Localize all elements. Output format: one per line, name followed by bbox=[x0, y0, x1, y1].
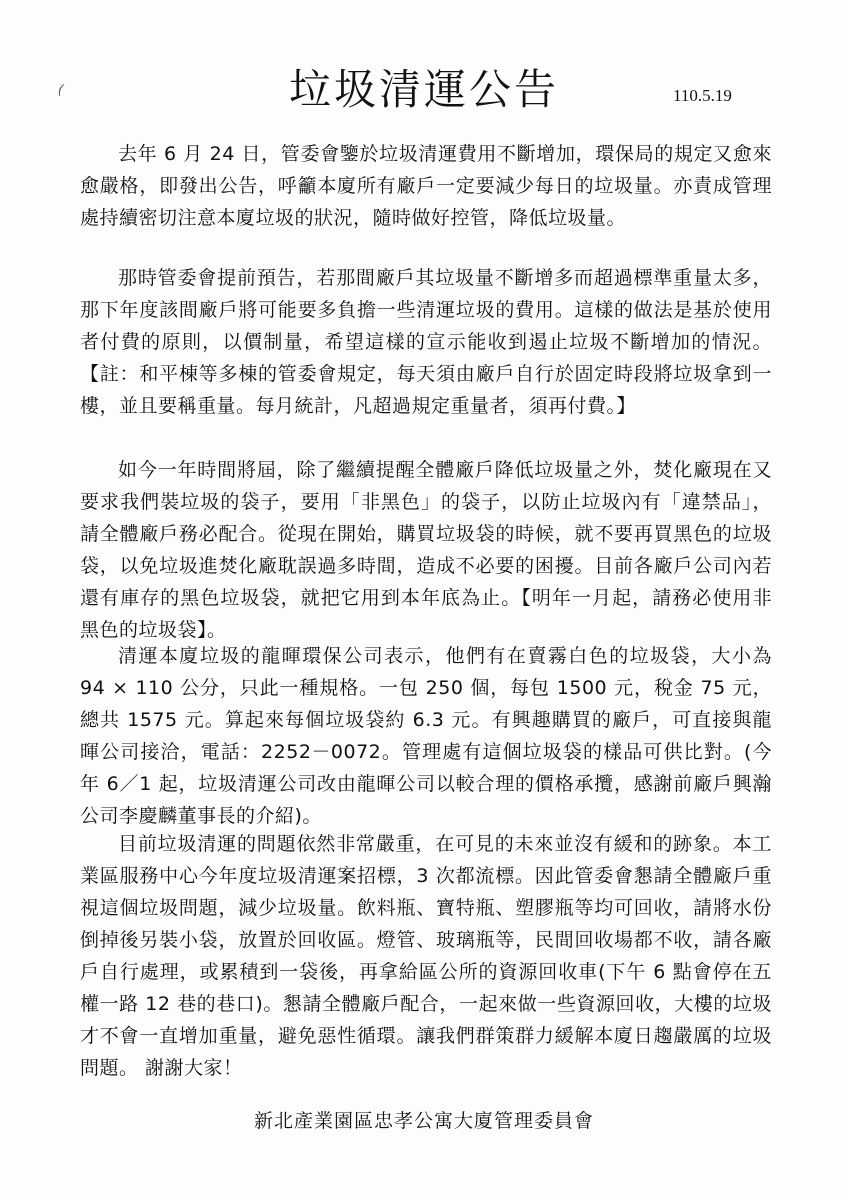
paragraph-1: 去年 6 月 24 日，管委會鑒於垃圾清運費用不斷增加，環保局的規定又愈來愈嚴格，即發出公告，呼籲本廈所有廠戶一定要減少每日的垃圾量。亦責成管理處持續密切注意本廈垃圾的狀況，隨時做好控管，降低垃圾量。 bbox=[80, 143, 772, 229]
pen-mark: ( bbox=[55, 81, 67, 99]
notice-title: 垃圾清運公告 bbox=[288, 65, 559, 114]
paragraph-2: 那時管委會提前預告，若那間廠戶其垃圾量不斷增多而超過標準重量太多，那下年度該間廠戶將可能要多負擔一些清運垃圾的費用。這樣的做法是基於使用者付費的原則，以價制量，希望這樣的宣示能收到遏止垃圾不斷增加的情況。【註：和平棟等多棟的管委會規定，每天須由廠戶自行於固定時段將垃圾拿到一樓，並且要稱重量。每月統計，凡超過規定重量者，須再付費。】 bbox=[80, 267, 772, 417]
paragraph-3: 如今一年時間將屆，除了繼續提醒全體廠戶降低垃圾量之外，焚化廠現在又要求我們裝垃圾的袋子，要用「非黑色」的袋子，以防止垃圾內有「違禁品」，請全體廠戶務必配合。從現在開始，購買垃圾袋的時候，就不要再買黑色的垃圾袋，以免垃圾進焚化廠耽誤過多時間，造成不必要的困擾。目前各廠戶公司內若還有庫存的黑色垃圾袋，就把它用到本年底為止。【明年一月起，請務必使用非黑色的垃圾袋】。 bbox=[80, 459, 772, 641]
paragraph-4: 清運本廈垃圾的龍暉環保公司表示，他們有在賣霧白色的垃圾袋，大小為 94 × 110 公分，只此一種規格。一包 250 個，每包 1500 元，稅金 75 元，總共 1575 元。算起來每個垃圾袋約 6.3 元。有興趣購買的廠戶，可直接與龍暉公司接洽，電話：2252－0072。管理處有這個垃圾袋的樣品可供比對。(今年 6／1 起，垃圾清運公司改由龍暉公司以較合理的價格承攬，感謝前廠戶興瀚公司李慶麟董事長的介紹)。 bbox=[80, 645, 772, 827]
committee-signature: 新北產業園區忠孝公寓大廈管理委員會 bbox=[253, 1110, 594, 1132]
notice-date: 110.5.19 bbox=[673, 86, 732, 105]
paragraph-5: 目前垃圾清運的問題依然非常嚴重，在可見的未來並沒有緩和的跡象。本工業區服務中心今年度垃圾清運案招標，3 次都流標。因此管委會懇請全體廠戶重視這個垃圾問題，減少垃圾量。飲料瓶、寶特瓶、塑膠瓶等均可回收，請將水份倒掉後另裝小袋，放置於回收區。燈管、玻璃瓶等，民間回收場都不收，請各廠戶自行處理，或累積到一袋後，再拿給區公所的資源回收車(下午 6 點會停在五權一路 12 巷的巷口)。懇請全體廠戶配合，一起來做一些資源回收，大樓的垃圾才不會一直增加重量，避免惡性循環。讓我們群策群力緩解本廈日趨嚴厲的垃圾問題。 謝謝大家！ bbox=[80, 833, 772, 1079]
